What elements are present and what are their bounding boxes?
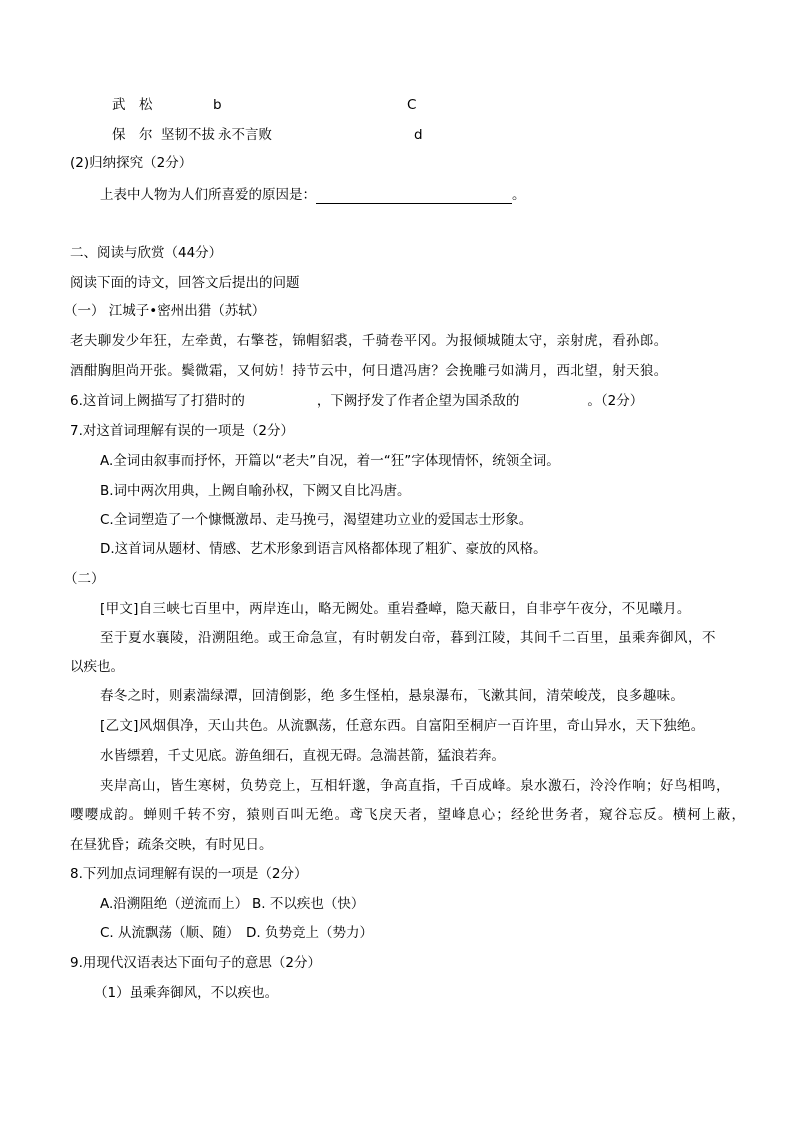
passage-line: [甲文]自三峡七百里中，两岸连山，略无阙处。重岩叠嶂，隐天蔽日，自非亭午夜分，不见曦月。: [100, 601, 691, 617]
q7-option-b: B.词中两次用典，上阙自喻孙权，下阙又自比冯唐。: [100, 483, 411, 499]
table-cell-c: C: [407, 97, 417, 113]
question-6: [70, 392, 643, 410]
poem-line: 老夫聊发少年狂，左牵黄，右擎苍，锦帽貂裘，千骑卷平冈。为报倾城随太守，亲射虎，看孙郎。: [70, 333, 668, 349]
q6-part-a: 6.这首词上阙描写了打猎时的: [70, 393, 245, 409]
passage-line: 至于夏水襄陵，沿溯阻绝。或王命急宣，有时朝发白帝，暮到江陵，其间千二百里，虽乘奔御风，不: [100, 630, 716, 646]
passage-line: [乙文]风烟俱净，天山共色。从流飘荡，任意东西。自富阳至桐庐一百许里，奇山异水，天下独绝。: [100, 718, 705, 734]
section-title: 二、阅读与欣赏（44分）: [70, 245, 223, 261]
table-cell-b: b: [213, 97, 222, 113]
passage-line: 水皆缥碧，千丈见底。游鱼细石，直视无碍。急湍甚箭，猛浪若奔。: [100, 748, 505, 764]
table-cell-d: d: [414, 127, 423, 143]
q7-option-a: A.全词由叙事而抒怀，开篇以“老夫”自况，着一“狂”字体现情怀，统领全词。: [100, 453, 560, 469]
passage-line: 春冬之时，则素湍绿潭，回清倒影，绝 多生怪柏，悬泉瀑布，飞漱其间，清荣峻茂，良多趣味。: [100, 688, 685, 704]
question-7-title: 7.对这首词理解有误的一项是（2分）: [70, 423, 294, 439]
passage-line: 在昼犹昏；疏条交映，有时见日。: [70, 837, 273, 853]
passage-line: 以疾也。: [70, 659, 124, 675]
part-2-title: （二）: [64, 571, 105, 587]
table-trait-1: 坚韧不拔: [161, 127, 215, 143]
q7-option-d: D.这首词从题材、情感、艺术形象到语言风格都体现了粗犷、豪放的风格。: [100, 541, 547, 557]
question-2-title: (2)归纳探究（2分）: [70, 155, 193, 171]
q7-option-c: C.全词塑造了一个慷慨激昂、走马挽弓，渴望建功立业的爱国志士形象。: [100, 512, 533, 528]
question-8-title: 8.下列加点词理解有误的一项是（2分）: [70, 866, 308, 882]
table-trait-2: 永不言败: [218, 127, 272, 143]
passage-line: 嘤嘤成韵。蝉则千转不穷，猿则百叫无绝。鸢飞戾天者，望峰息心；经纶世务者，窥谷忘反。横柯上蔽，: [70, 807, 747, 823]
q9-item-1: （1）虽乘奔御风，不以疾也。: [94, 985, 279, 1001]
q8-option-c: C. 从流飘荡（顺、随）: [100, 925, 240, 941]
table-name-baoer: 保 尔: [112, 127, 153, 143]
prompt-text: 上表中人物为人们所喜爱的原因是：: [100, 187, 316, 203]
question-2-prompt: [100, 186, 526, 204]
q8-option-a: A.沿溯阻绝（逆流而上）: [100, 896, 249, 912]
answer-blank[interactable]: [316, 189, 512, 204]
question-9-title: 9.用现代汉语表达下面句子的意思（2分）: [70, 955, 321, 971]
part-1-title: （一） 江城子•密州出猎（苏轼）: [64, 303, 266, 319]
table-name-wusong: 武 松: [112, 97, 153, 113]
q8-option-d: D. 负势竞上（势力）: [246, 925, 373, 941]
q8-option-b: B. 不以疾也（快）: [252, 896, 365, 912]
passage-line: 夹岸高山，皆生寒树，负势竞上，互相轩邈，争高直指，千百成峰。泉水激石，泠泠作响；好鸟相鸣，: [100, 778, 730, 794]
section-instruction: 阅读下面的诗文，回答文后提出的问题: [70, 275, 300, 291]
q6-part-b: ，下阙抒发了作者企望为国杀敌的: [316, 393, 520, 409]
q6-part-c: 。（2分）: [587, 393, 644, 409]
prompt-end: 。: [512, 187, 526, 203]
poem-line: 酒酣胸胆尚开张。鬓微霜，又何妨！持节云中，何日遣冯唐？会挽雕弓如满月，西北望，射天狼。: [70, 363, 668, 379]
